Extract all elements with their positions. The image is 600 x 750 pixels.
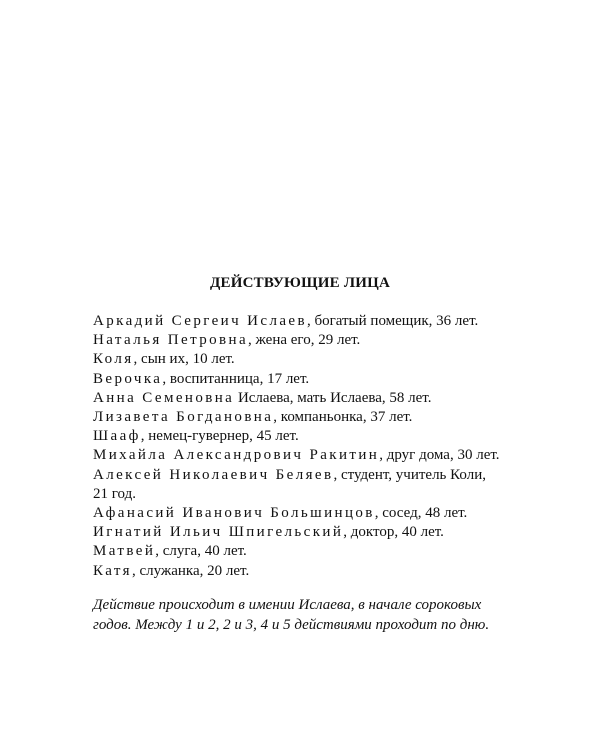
cast-entry — [93, 542, 513, 561]
character-name: Катя — [93, 562, 132, 579]
cast-entry — [93, 389, 513, 408]
cast-entry — [93, 446, 513, 465]
cast-entry — [93, 350, 513, 369]
cast-entry — [93, 562, 513, 581]
character-name: Наталья Петровна — [93, 332, 249, 349]
character-name: Коля — [93, 351, 134, 368]
cast-list — [93, 312, 513, 581]
character-description: , служанка, 20 лет. — [131, 562, 250, 579]
cast-entry — [93, 427, 513, 446]
character-name: Матвей — [93, 543, 156, 560]
character-name: Игнатий Ильич Шпигельский — [93, 524, 344, 541]
character-description: , слуга, 40 лет. — [155, 543, 247, 560]
character-name: Анна Семеновна — [93, 389, 235, 406]
cast-entry — [93, 312, 513, 331]
character-description: , друг дома, 30 лет. — [379, 447, 500, 464]
character-name: Лизавета Богдановна — [93, 409, 274, 426]
cast-entry — [93, 466, 513, 485]
character-description: , жена его, 29 лет. — [248, 332, 361, 349]
character-description: , сосед, 48 лет. — [374, 505, 468, 522]
character-description: , доктор, 40 лет. — [343, 524, 444, 541]
character-description: Ислаева, мать Ислаева, 58 лет. — [234, 389, 432, 406]
cast-entry — [93, 523, 513, 542]
cast-entry-continuation — [93, 485, 513, 504]
character-name: Алексей Николаевич Беляев — [93, 466, 334, 483]
character-name: Михайла Александрович Ракитин — [93, 447, 380, 464]
character-name: Шааф — [93, 428, 141, 445]
cast-entry — [93, 504, 513, 523]
character-description: , немец-гувернер, 45 лет. — [140, 428, 299, 445]
page-title: ДЕЙСТВУЮЩИЕ ЛИЦА — [210, 275, 390, 291]
cast-entry — [93, 331, 513, 350]
cast-entry — [93, 370, 513, 389]
character-description: , сын их, 10 лет. — [133, 351, 235, 368]
stage-note: Действие происходит в имении Ислаева, в начале сороковых годов. Между 1 и 2, 2 и 3, 4 и 5 действиями проходит по дню. — [93, 597, 490, 633]
character-description: , компаньонка, 37 лет. — [273, 409, 413, 426]
character-description: , студент, учитель Коли, — [333, 466, 486, 483]
character-name: Афанасий Иванович Большинцов — [93, 505, 375, 522]
character-name: Верочка — [93, 370, 163, 387]
character-description: , воспитанница, 17 лет. — [162, 370, 310, 387]
character-name: Аркадий Сергеич Ислаев — [93, 313, 307, 329]
cast-entry — [93, 408, 513, 427]
character-description: , богатый помещик, 36 лет. — [306, 313, 479, 329]
character-description: 21 год. — [93, 485, 136, 502]
